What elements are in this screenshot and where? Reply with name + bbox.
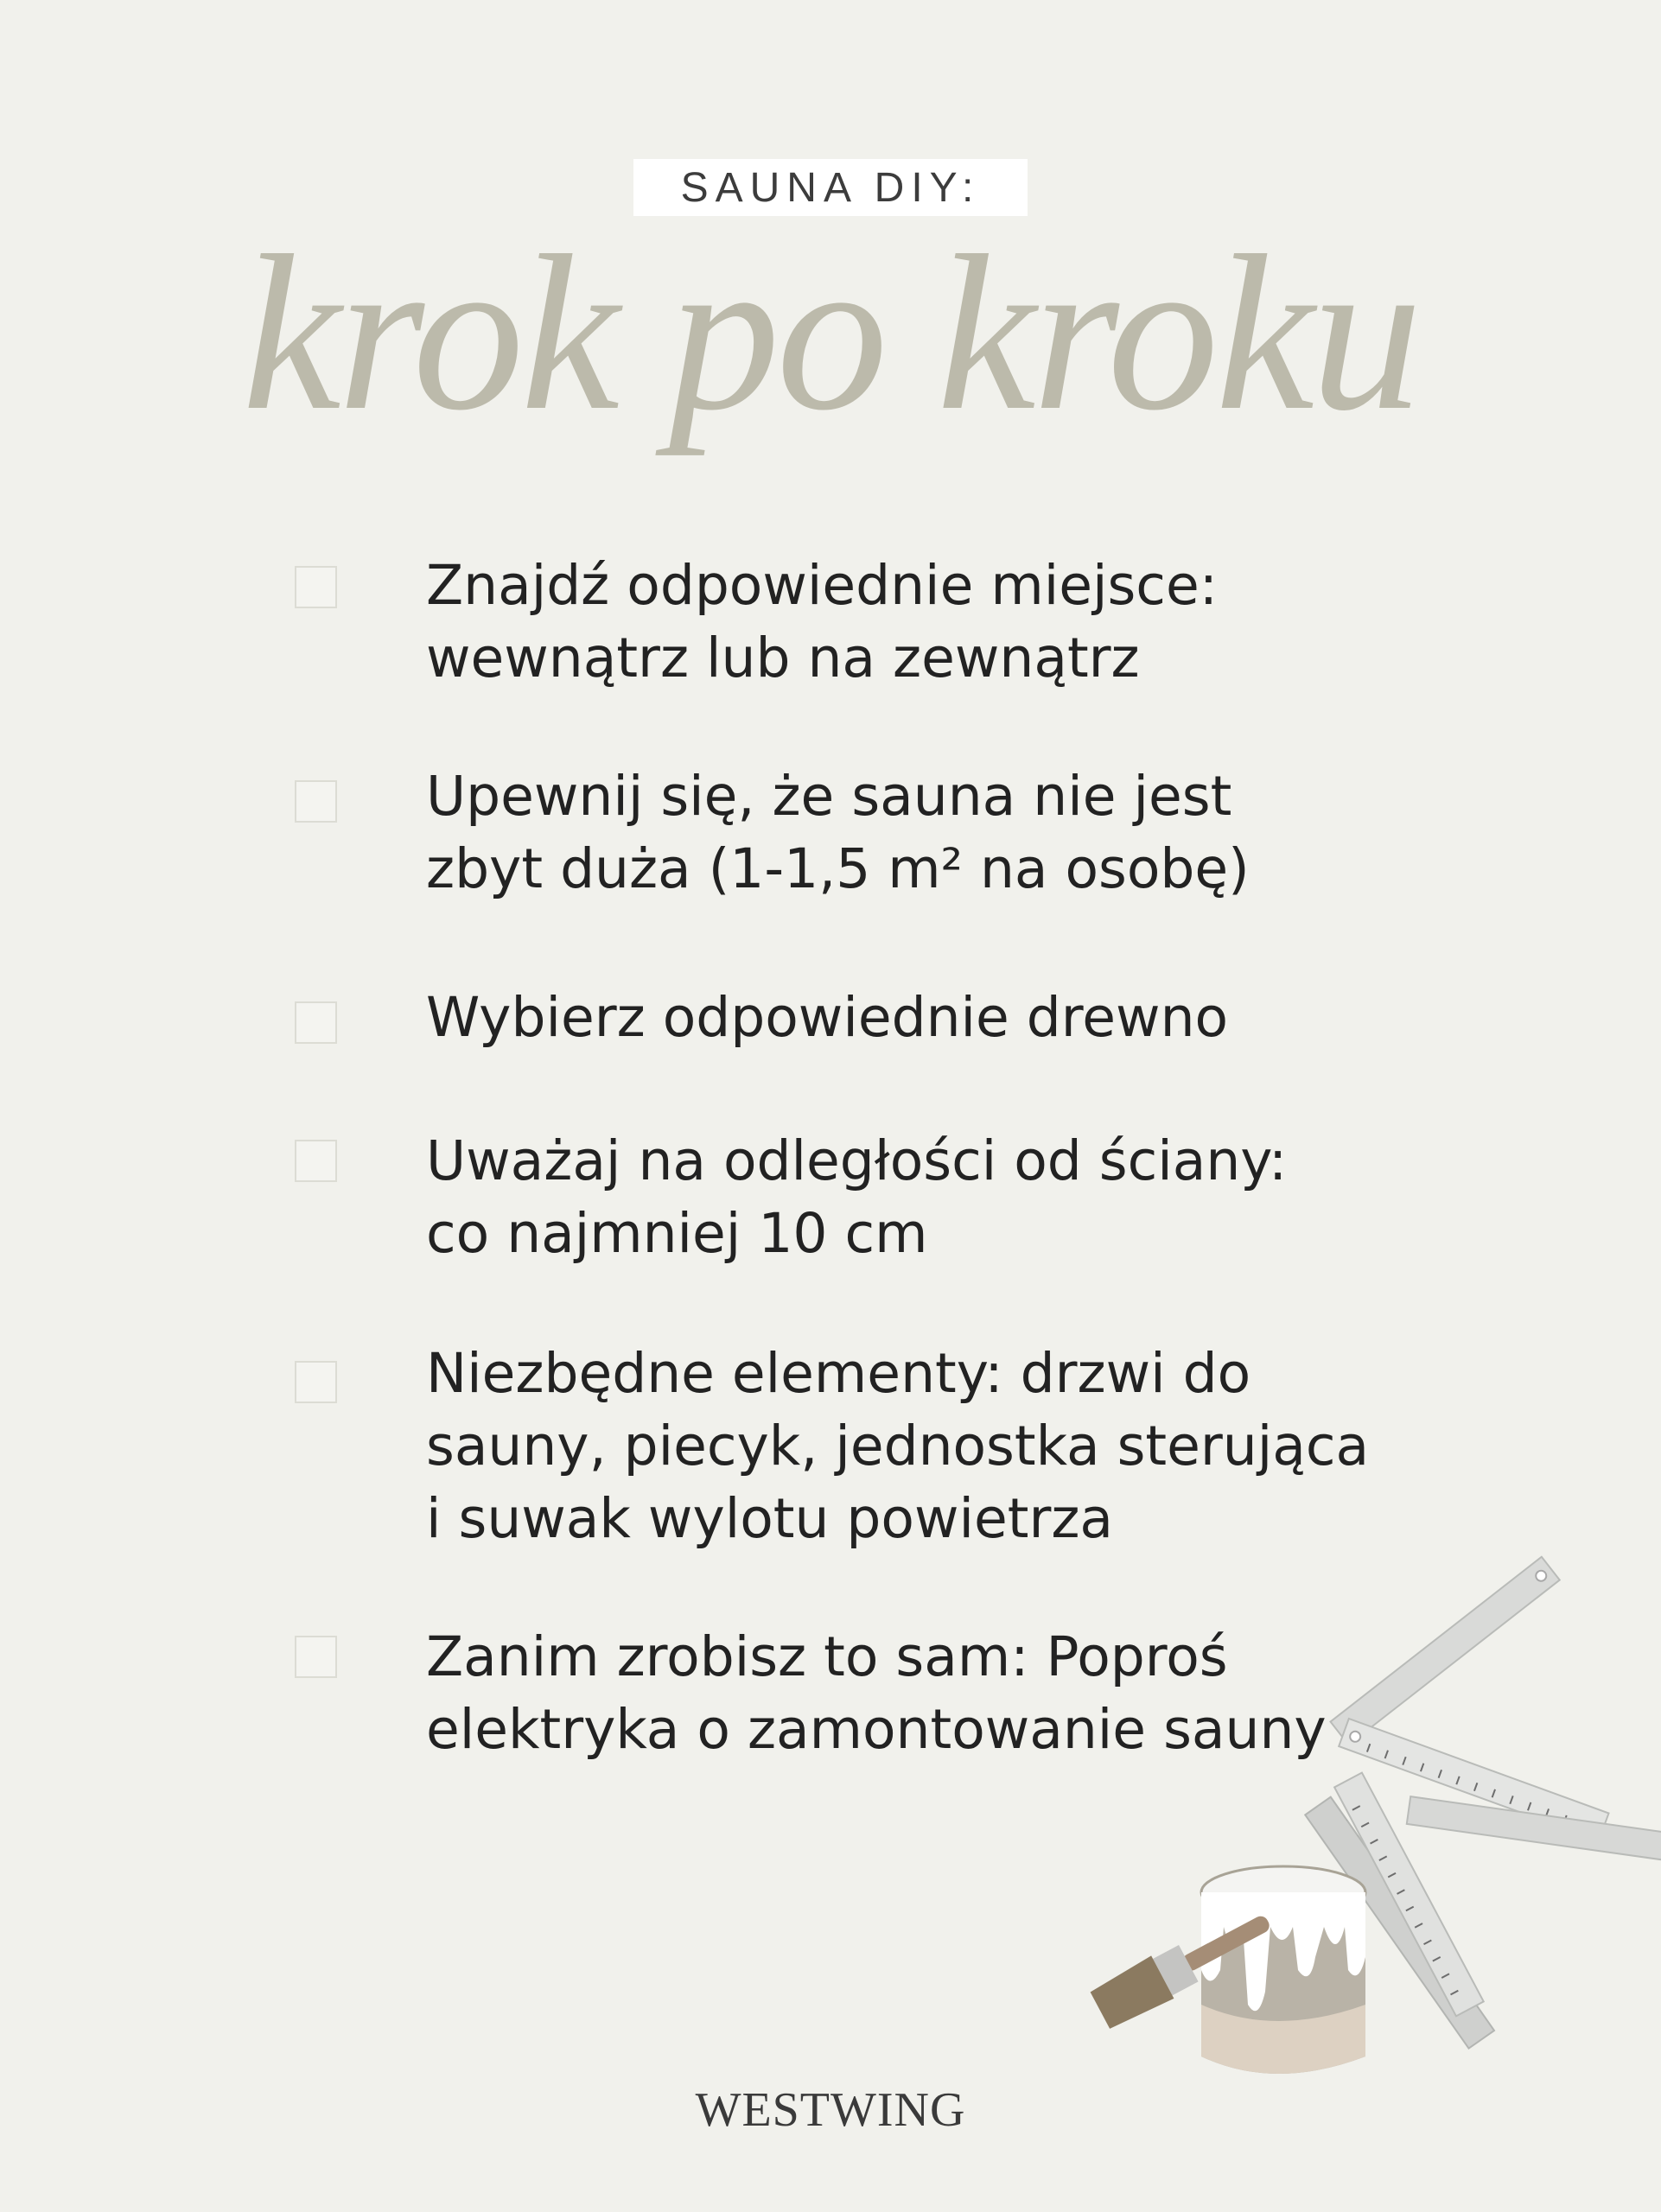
checkbox-icon[interactable] (295, 780, 337, 823)
paint-can-icon (1201, 1866, 1365, 2074)
checklist-item-text: Niezbędne elementy: drzwi do sauny, piecyk, jednostka sterująca i suwak wylotu powietrza (426, 1342, 1370, 1550)
page-title: krok po kroku (242, 209, 1419, 456)
checklist-item-text: Znajdź odpowiednie miejsce: wewnątrz lub na zewnątrz (426, 554, 1218, 690)
checklist-item-text: Upewnij się, że sauna nie jest zbyt duża (1-1,5 m² na osobę) (426, 765, 1250, 900)
checkbox-icon[interactable] (295, 1001, 337, 1044)
checkbox-icon[interactable] (295, 566, 337, 608)
checklist-item-text: Wybierz odpowiednie drewno (426, 986, 1229, 1049)
diy-tools-illustration (1080, 1521, 1661, 2091)
eyebrow-label: SAUNA DIY: (680, 164, 981, 211)
checkbox-icon[interactable] (295, 1361, 337, 1403)
checklist-item-text: Uważaj na odległości od ściany: co najmniej 10 cm (426, 1129, 1288, 1265)
checkbox-icon[interactable] (295, 1636, 337, 1678)
brand-logo: WESTWING (695, 2083, 966, 2137)
checklist-item-text: Zanim zrobisz to sam: Poproś elektryka o zamontowanie sauny (426, 1625, 1327, 1761)
checkbox-icon[interactable] (295, 1140, 337, 1182)
